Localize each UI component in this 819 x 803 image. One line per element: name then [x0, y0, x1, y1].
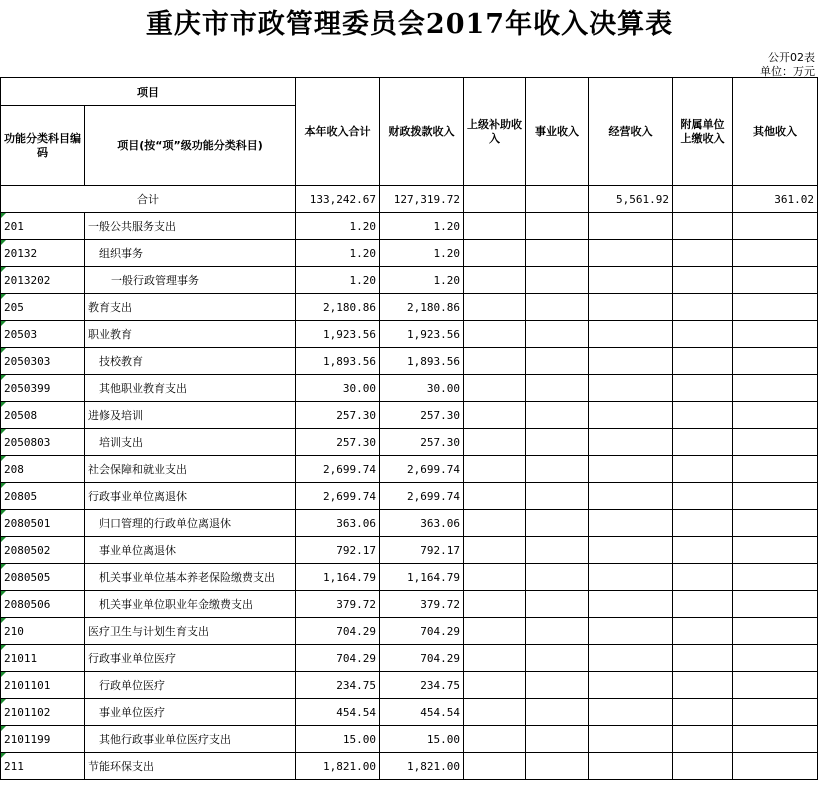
name-cell[interactable]: 技校教育	[85, 348, 296, 375]
empty-cell[interactable]	[589, 456, 673, 483]
name-cell[interactable]: 归口管理的行政单位离退休	[85, 510, 296, 537]
empty-cell[interactable]	[673, 240, 733, 267]
code-cell[interactable]: 2050803	[1, 429, 85, 456]
header-col-fiscal: 财政拨款收入	[380, 78, 464, 186]
fiscal-value-cell[interactable]: 379.72	[380, 591, 464, 618]
total-value-cell[interactable]: 454.54	[296, 699, 380, 726]
header-col-other: 其他收入	[733, 78, 818, 186]
total-cell[interactable]: 5,561.92	[589, 186, 673, 213]
empty-cell[interactable]	[464, 537, 526, 564]
empty-cell[interactable]	[589, 267, 673, 294]
empty-cell[interactable]	[464, 375, 526, 402]
total-value-cell[interactable]: 1.20	[296, 267, 380, 294]
fiscal-value-cell[interactable]: 363.06	[380, 510, 464, 537]
empty-cell[interactable]	[589, 402, 673, 429]
header-col-business: 事业收入	[526, 78, 589, 186]
fiscal-value-cell[interactable]: 15.00	[380, 726, 464, 753]
name-cell[interactable]: 机关事业单位基本养老保险缴费支出	[85, 564, 296, 591]
fiscal-value-cell[interactable]: 704.29	[380, 645, 464, 672]
empty-cell[interactable]	[673, 726, 733, 753]
total-cell[interactable]	[526, 186, 589, 213]
page-title: 重庆市市政管理委员会2017年收入决算表	[145, 9, 674, 40]
name-cell[interactable]: 培训支出	[85, 429, 296, 456]
empty-cell[interactable]	[733, 753, 818, 780]
code-cell[interactable]: 20508	[1, 402, 85, 429]
empty-cell[interactable]	[673, 564, 733, 591]
name-cell[interactable]: 职业教育	[85, 321, 296, 348]
fiscal-value-cell[interactable]: 2,699.74	[380, 483, 464, 510]
header-row-1	[1, 78, 818, 106]
total-value-cell[interactable]: 1,821.00	[296, 753, 380, 780]
header-col-superior: 上级补助收入	[464, 78, 526, 186]
empty-cell[interactable]	[589, 348, 673, 375]
empty-cell[interactable]	[673, 213, 733, 240]
total-value-cell[interactable]: 257.30	[296, 402, 380, 429]
table-row	[1, 429, 818, 456]
form-code: 公开02表	[768, 51, 815, 64]
empty-cell[interactable]	[673, 348, 733, 375]
code-cell[interactable]: 2013202	[1, 267, 85, 294]
fiscal-value-cell[interactable]: 257.30	[380, 402, 464, 429]
empty-cell[interactable]	[589, 483, 673, 510]
empty-cell[interactable]	[733, 645, 818, 672]
total-value-cell[interactable]: 257.30	[296, 429, 380, 456]
empty-cell[interactable]	[673, 456, 733, 483]
empty-cell[interactable]	[464, 753, 526, 780]
name-cell[interactable]: 事业单位医疗	[85, 699, 296, 726]
code-cell[interactable]: 201	[1, 213, 85, 240]
empty-cell[interactable]	[464, 591, 526, 618]
total-value-cell[interactable]: 1.20	[296, 240, 380, 267]
empty-cell[interactable]	[464, 510, 526, 537]
empty-cell[interactable]	[589, 564, 673, 591]
total-value-cell[interactable]: 15.00	[296, 726, 380, 753]
empty-cell[interactable]	[673, 699, 733, 726]
empty-cell[interactable]	[589, 726, 673, 753]
name-cell[interactable]: 教育支出	[85, 294, 296, 321]
empty-cell[interactable]	[589, 645, 673, 672]
header-project: 项目	[1, 78, 296, 106]
table-row	[1, 375, 818, 402]
empty-cell[interactable]	[464, 240, 526, 267]
total-value-cell[interactable]: 2,180.86	[296, 294, 380, 321]
empty-cell[interactable]	[526, 618, 589, 645]
fiscal-value-cell[interactable]: 1.20	[380, 213, 464, 240]
unit-label: 单位：万元	[760, 65, 815, 78]
name-cell[interactable]: 事业单位离退休	[85, 537, 296, 564]
total-value-cell[interactable]: 379.72	[296, 591, 380, 618]
fiscal-value-cell[interactable]: 1,164.79	[380, 564, 464, 591]
empty-cell[interactable]	[589, 240, 673, 267]
empty-cell[interactable]	[526, 672, 589, 699]
empty-cell[interactable]	[673, 483, 733, 510]
table-row	[1, 591, 818, 618]
empty-cell[interactable]	[526, 645, 589, 672]
header-code: 功能分类科目编码	[1, 106, 85, 186]
empty-cell[interactable]	[526, 375, 589, 402]
total-value-cell[interactable]: 1,893.56	[296, 348, 380, 375]
empty-cell[interactable]	[464, 348, 526, 375]
revenue-table	[0, 77, 818, 780]
empty-cell[interactable]	[464, 672, 526, 699]
name-cell[interactable]: 行政事业单位离退休	[85, 483, 296, 510]
code-cell[interactable]: 2080502	[1, 537, 85, 564]
empty-cell[interactable]	[733, 618, 818, 645]
total-value-cell[interactable]: 704.29	[296, 645, 380, 672]
fiscal-value-cell[interactable]: 257.30	[380, 429, 464, 456]
name-cell[interactable]: 节能环保支出	[85, 753, 296, 780]
table-row	[1, 348, 818, 375]
empty-cell[interactable]	[526, 726, 589, 753]
code-cell[interactable]: 2080501	[1, 510, 85, 537]
empty-cell[interactable]	[673, 753, 733, 780]
name-cell[interactable]: 组织事务	[85, 240, 296, 267]
empty-cell[interactable]	[733, 348, 818, 375]
total-cell[interactable]	[464, 186, 526, 213]
code-cell[interactable]: 2050303	[1, 348, 85, 375]
empty-cell[interactable]	[526, 537, 589, 564]
code-cell[interactable]: 211	[1, 753, 85, 780]
total-cell[interactable]	[673, 186, 733, 213]
empty-cell[interactable]	[526, 348, 589, 375]
table-row	[1, 699, 818, 726]
name-cell[interactable]: 行政事业单位医疗	[85, 645, 296, 672]
code-cell[interactable]: 2050399	[1, 375, 85, 402]
empty-cell[interactable]	[733, 564, 818, 591]
name-cell[interactable]: 社会保障和就业支出	[85, 456, 296, 483]
empty-cell[interactable]	[733, 699, 818, 726]
table-row	[1, 294, 818, 321]
empty-cell[interactable]	[526, 267, 589, 294]
empty-cell[interactable]	[526, 753, 589, 780]
name-cell[interactable]: 一般公共服务支出	[85, 213, 296, 240]
code-cell[interactable]: 20503	[1, 321, 85, 348]
fiscal-value-cell[interactable]: 792.17	[380, 537, 464, 564]
fiscal-value-cell[interactable]: 2,699.74	[380, 456, 464, 483]
empty-cell[interactable]	[589, 699, 673, 726]
fiscal-value-cell[interactable]: 1.20	[380, 267, 464, 294]
empty-cell[interactable]	[526, 240, 589, 267]
empty-cell[interactable]	[733, 483, 818, 510]
empty-cell[interactable]	[464, 429, 526, 456]
empty-cell[interactable]	[589, 618, 673, 645]
empty-cell[interactable]	[589, 375, 673, 402]
total-cell[interactable]: 133,242.67	[296, 186, 380, 213]
table-row	[1, 618, 818, 645]
empty-cell[interactable]	[589, 321, 673, 348]
empty-cell[interactable]	[464, 645, 526, 672]
table-row	[1, 402, 818, 429]
empty-cell[interactable]	[673, 672, 733, 699]
empty-cell[interactable]	[673, 375, 733, 402]
name-cell[interactable]: 医疗卫生与计划生育支出	[85, 618, 296, 645]
empty-cell[interactable]	[464, 213, 526, 240]
table-row	[1, 753, 818, 780]
total-value-cell[interactable]: 792.17	[296, 537, 380, 564]
empty-cell[interactable]	[733, 429, 818, 456]
empty-cell[interactable]	[673, 429, 733, 456]
fiscal-value-cell[interactable]: 1,893.56	[380, 348, 464, 375]
empty-cell[interactable]	[526, 699, 589, 726]
empty-cell[interactable]	[673, 645, 733, 672]
header-name: 项目(按“项”级功能分类科目)	[85, 106, 296, 186]
fiscal-value-cell[interactable]: 1,821.00	[380, 753, 464, 780]
total-value-cell[interactable]: 2,699.74	[296, 456, 380, 483]
name-cell[interactable]: 进修及培训	[85, 402, 296, 429]
empty-cell[interactable]	[589, 591, 673, 618]
total-value-cell[interactable]: 704.29	[296, 618, 380, 645]
empty-cell[interactable]	[526, 591, 589, 618]
total-value-cell[interactable]: 1,923.56	[296, 321, 380, 348]
fiscal-value-cell[interactable]: 1.20	[380, 240, 464, 267]
fiscal-value-cell[interactable]: 454.54	[380, 699, 464, 726]
header-col-operating: 经营收入	[589, 78, 673, 186]
empty-cell[interactable]	[464, 456, 526, 483]
table-row	[1, 726, 818, 753]
empty-cell[interactable]	[526, 483, 589, 510]
table-row	[1, 240, 818, 267]
empty-cell[interactable]	[526, 510, 589, 537]
table-row	[1, 645, 818, 672]
code-cell[interactable]: 2080505	[1, 564, 85, 591]
empty-cell[interactable]	[589, 537, 673, 564]
empty-cell[interactable]	[733, 591, 818, 618]
total-value-cell[interactable]: 234.75	[296, 672, 380, 699]
code-cell[interactable]: 20805	[1, 483, 85, 510]
fiscal-value-cell[interactable]: 2,180.86	[380, 294, 464, 321]
code-cell[interactable]: 2101101	[1, 672, 85, 699]
total-cell[interactable]: 127,319.72	[380, 186, 464, 213]
empty-cell[interactable]	[673, 510, 733, 537]
empty-cell[interactable]	[589, 213, 673, 240]
table-row	[1, 537, 818, 564]
empty-cell[interactable]	[464, 294, 526, 321]
total-value-cell[interactable]: 1,164.79	[296, 564, 380, 591]
empty-cell[interactable]	[733, 672, 818, 699]
code-cell[interactable]: 2080506	[1, 591, 85, 618]
empty-cell[interactable]	[526, 294, 589, 321]
name-cell[interactable]: 其他行政事业单位医疗支出	[85, 726, 296, 753]
empty-cell[interactable]	[464, 402, 526, 429]
empty-cell[interactable]	[673, 294, 733, 321]
empty-cell[interactable]	[464, 267, 526, 294]
empty-cell[interactable]	[733, 510, 818, 537]
empty-cell[interactable]	[464, 618, 526, 645]
empty-cell[interactable]	[733, 375, 818, 402]
table-row	[1, 483, 818, 510]
empty-cell[interactable]	[673, 321, 733, 348]
fiscal-value-cell[interactable]: 704.29	[380, 618, 464, 645]
empty-cell[interactable]	[673, 618, 733, 645]
name-cell[interactable]: 机关事业单位职业年金缴费支出	[85, 591, 296, 618]
total-value-cell[interactable]: 2,699.74	[296, 483, 380, 510]
table-row	[1, 510, 818, 537]
empty-cell[interactable]	[464, 321, 526, 348]
empty-cell[interactable]	[673, 402, 733, 429]
total-cell[interactable]: 361.02	[733, 186, 818, 213]
empty-cell[interactable]	[589, 510, 673, 537]
total-row	[1, 186, 818, 213]
empty-cell[interactable]	[589, 294, 673, 321]
empty-cell[interactable]	[673, 267, 733, 294]
total-value-cell[interactable]: 1.20	[296, 213, 380, 240]
empty-cell[interactable]	[733, 456, 818, 483]
table-row	[1, 321, 818, 348]
total-value-cell[interactable]: 363.06	[296, 510, 380, 537]
fiscal-value-cell[interactable]: 30.00	[380, 375, 464, 402]
empty-cell[interactable]	[526, 429, 589, 456]
header-col-affiliated: 附属单位上缴收入	[673, 78, 733, 186]
total-value-cell[interactable]: 30.00	[296, 375, 380, 402]
empty-cell[interactable]	[526, 564, 589, 591]
empty-cell[interactable]	[464, 726, 526, 753]
empty-cell[interactable]	[526, 456, 589, 483]
empty-cell[interactable]	[733, 240, 818, 267]
empty-cell[interactable]	[464, 564, 526, 591]
header-col-total: 本年收入合计	[296, 78, 380, 186]
code-cell[interactable]: 205	[1, 294, 85, 321]
empty-cell[interactable]	[526, 213, 589, 240]
code-cell[interactable]: 20132	[1, 240, 85, 267]
empty-cell[interactable]	[733, 537, 818, 564]
empty-cell[interactable]	[733, 267, 818, 294]
empty-cell[interactable]	[589, 753, 673, 780]
code-cell[interactable]: 2101199	[1, 726, 85, 753]
empty-cell[interactable]	[526, 402, 589, 429]
table-row	[1, 564, 818, 591]
code-cell[interactable]: 2101102	[1, 699, 85, 726]
empty-cell[interactable]	[589, 672, 673, 699]
empty-cell[interactable]	[733, 402, 818, 429]
table-row	[1, 213, 818, 240]
total-label: 合计	[1, 186, 296, 213]
empty-cell[interactable]	[464, 483, 526, 510]
code-cell[interactable]: 210	[1, 618, 85, 645]
empty-cell[interactable]	[673, 537, 733, 564]
name-cell[interactable]: 行政单位医疗	[85, 672, 296, 699]
table-row	[1, 672, 818, 699]
empty-cell[interactable]	[464, 699, 526, 726]
empty-cell[interactable]	[673, 591, 733, 618]
empty-cell[interactable]	[526, 321, 589, 348]
empty-cell[interactable]	[733, 726, 818, 753]
table-row	[1, 267, 818, 294]
code-cell[interactable]: 21011	[1, 645, 85, 672]
empty-cell[interactable]	[733, 213, 818, 240]
table-row	[1, 456, 818, 483]
code-cell[interactable]: 208	[1, 456, 85, 483]
empty-cell[interactable]	[733, 321, 818, 348]
empty-cell[interactable]	[733, 294, 818, 321]
name-cell[interactable]: 其他职业教育支出	[85, 375, 296, 402]
name-cell[interactable]: 一般行政管理事务	[85, 267, 296, 294]
fiscal-value-cell[interactable]: 1,923.56	[380, 321, 464, 348]
fiscal-value-cell[interactable]: 234.75	[380, 672, 464, 699]
empty-cell[interactable]	[589, 429, 673, 456]
